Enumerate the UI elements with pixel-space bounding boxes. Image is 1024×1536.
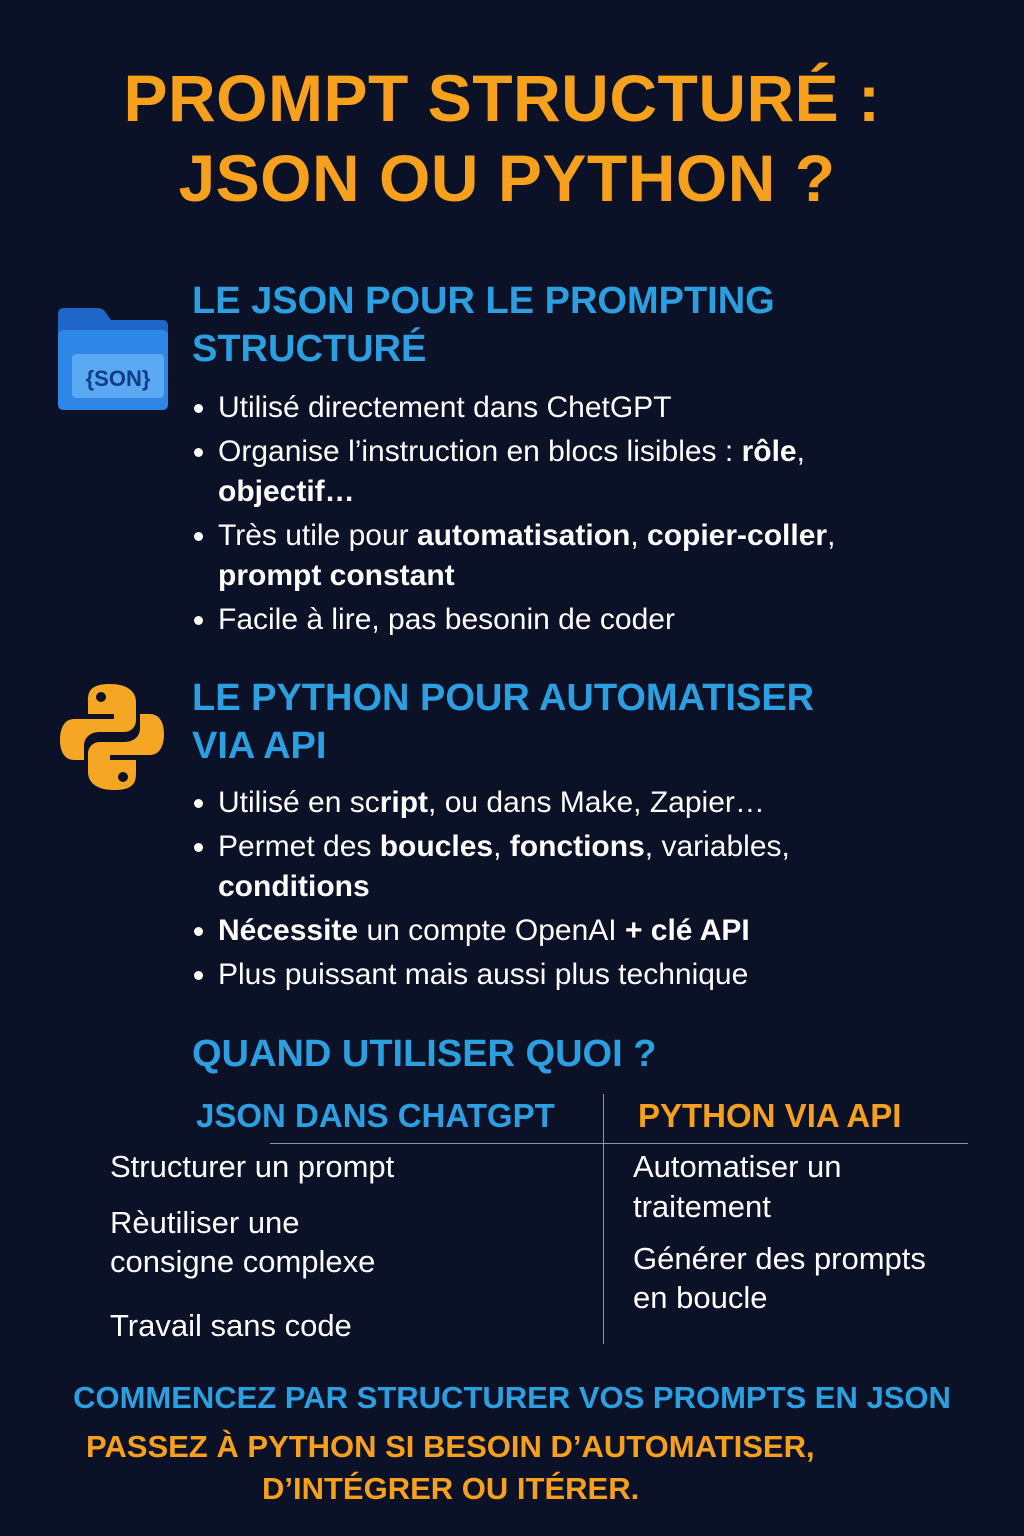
bullet-bold: + clé API bbox=[624, 914, 750, 947]
left-column-header: JSON DANS CHATGPT bbox=[196, 1097, 555, 1134]
json-bullet-2 bbox=[192, 432, 992, 512]
bullet-bold: conditions bbox=[218, 870, 370, 903]
python-bullet-4 bbox=[192, 955, 992, 995]
bullet-bold: boucles bbox=[379, 830, 494, 863]
json-bullet-list bbox=[192, 388, 992, 644]
bullet-text: , ou dans Make, Zapier… bbox=[428, 786, 765, 819]
json-heading-line-2: STRUCTURÉ bbox=[192, 328, 427, 370]
json-folder-icon bbox=[56, 308, 170, 412]
right-cell-1a: Automatiser un bbox=[633, 1149, 842, 1184]
bullet-bold: rôle bbox=[741, 435, 797, 468]
bullet-bold: automatisation bbox=[416, 519, 631, 552]
json-bullet-1 bbox=[192, 388, 992, 428]
json-icon-label: {SON} bbox=[85, 366, 151, 391]
footer-line-2b: D’INTÉGRER OU ITÉRER. bbox=[262, 1471, 640, 1506]
bullet-bold: prompt constant bbox=[218, 559, 455, 592]
json-bullet-3 bbox=[192, 516, 992, 596]
page-title bbox=[0, 58, 1024, 218]
python-logo-icon bbox=[58, 682, 166, 792]
footer-line-2 bbox=[86, 1426, 886, 1510]
python-heading-line-1: LE PYTHON POUR AUTOMATISER bbox=[192, 677, 815, 719]
python-heading-line-2: VIA API bbox=[192, 725, 327, 767]
bullet-text: Permet des bbox=[218, 830, 380, 863]
table-divider-horizontal bbox=[270, 1143, 968, 1144]
bullet-text: , bbox=[630, 519, 648, 552]
json-heading-line-1: LE JSON POUR LE PROMPTING bbox=[192, 280, 775, 322]
bullet-text: Utilisé en sc bbox=[218, 786, 380, 819]
bullet-text: , bbox=[827, 519, 836, 552]
bullet-bold: Nécessite bbox=[218, 914, 359, 947]
right-cell-2a: Générer des prompts bbox=[633, 1241, 926, 1276]
python-section-heading bbox=[192, 674, 992, 770]
footer-line-1: COMMENCEZ PAR STRUCTURER VOS PROMPTS EN JSON bbox=[73, 1380, 951, 1415]
bullet-text: , variables, bbox=[644, 830, 790, 863]
title-line-2: JSON OU PYTHON ? bbox=[178, 141, 836, 215]
comparison-heading: QUAND UTILISER QUOI ? bbox=[192, 1033, 657, 1075]
bullet-text: Très utile pour bbox=[218, 519, 417, 552]
left-cell-3: Travail sans code bbox=[110, 1308, 352, 1343]
bullet-bold: fonctions bbox=[509, 830, 645, 863]
title-line-1: PROMPT STRUCTURÉ : bbox=[123, 61, 881, 135]
bullet-text: , bbox=[493, 830, 510, 863]
bullet-text: Organise l’instruction en blocs lisibles : bbox=[218, 435, 742, 468]
bullet-text: un compte OpenAI bbox=[358, 914, 625, 947]
python-bullet-list bbox=[192, 783, 992, 999]
python-bullet-1 bbox=[192, 783, 992, 823]
json-section-heading bbox=[192, 277, 992, 373]
bullet-bold: objectif… bbox=[218, 475, 355, 508]
table-divider-vertical bbox=[603, 1094, 604, 1344]
right-column-header: PYTHON VIA API bbox=[638, 1097, 902, 1134]
left-cell-2a: Rèutiliser une bbox=[110, 1205, 300, 1240]
bullet-bold: copier-coller bbox=[647, 519, 828, 552]
python-bullet-2 bbox=[192, 827, 992, 907]
right-cell-2b: en boucle bbox=[633, 1280, 768, 1315]
bullet-text: , bbox=[796, 435, 805, 468]
left-cell-1: Structurer un prompt bbox=[110, 1149, 395, 1184]
bullet-text: Utilisé directement dans ChetGPT bbox=[218, 391, 672, 424]
right-cell-1b: traitement bbox=[633, 1189, 771, 1224]
bullet-bold: ript bbox=[379, 786, 429, 819]
python-bullet-3 bbox=[192, 911, 992, 951]
json-bullet-4 bbox=[192, 600, 992, 640]
footer-line-2a: PASSEZ À PYTHON SI BESOIN D’AUTOMATISER, bbox=[86, 1429, 815, 1464]
bullet-text: Facile à lire, pas besonin de coder bbox=[218, 603, 675, 636]
left-cell-2b: consigne complexe bbox=[110, 1244, 376, 1279]
bullet-text: Plus puissant mais aussi plus technique bbox=[218, 958, 749, 991]
